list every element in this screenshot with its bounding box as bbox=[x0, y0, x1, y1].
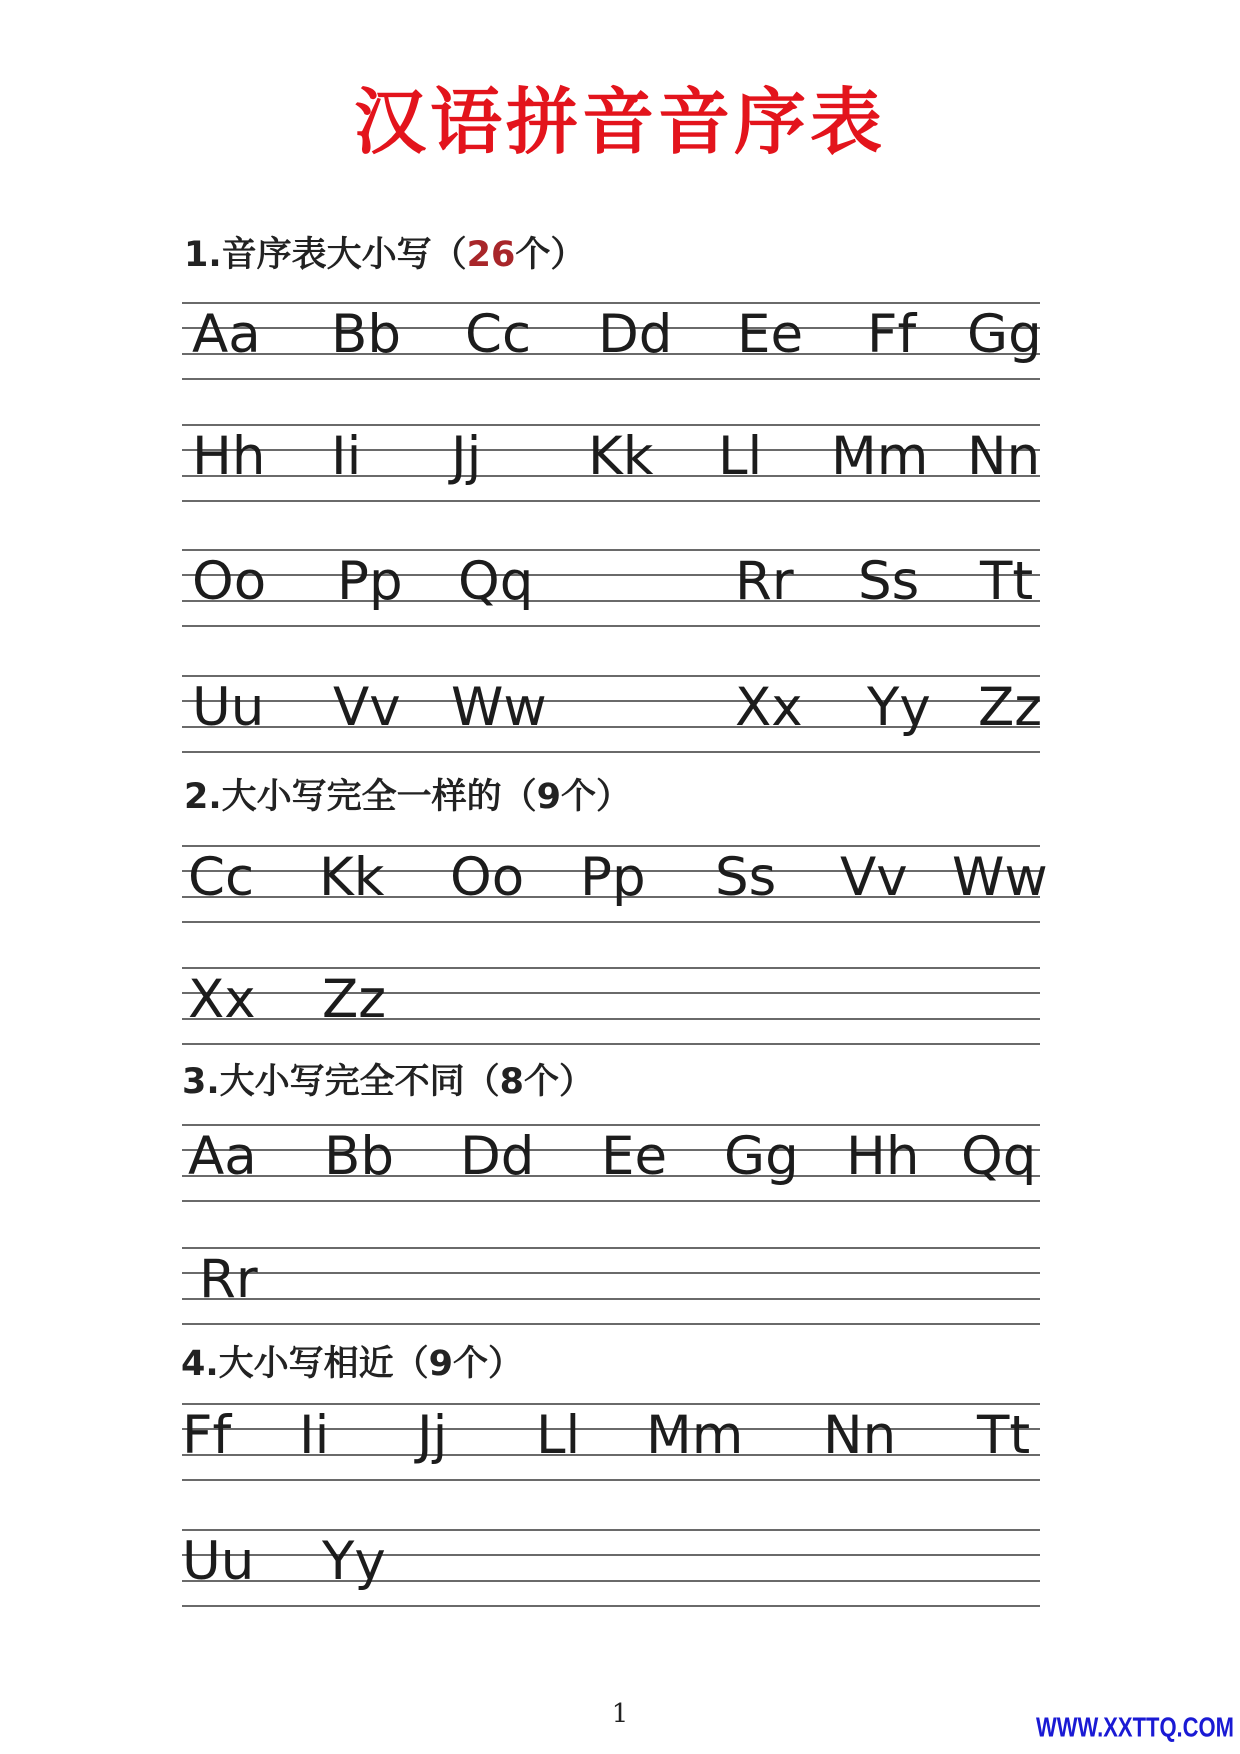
letter-pair: Oo bbox=[192, 551, 267, 612]
letter-pair: Ww bbox=[451, 677, 547, 738]
letter-pair: Xx bbox=[735, 677, 803, 738]
section-count: 9 bbox=[536, 777, 562, 817]
letter-pair: Ll bbox=[718, 426, 763, 487]
letter-pair: Yy bbox=[322, 1531, 386, 1592]
letter-pair: Gg bbox=[967, 304, 1042, 365]
section-heading-3 bbox=[182, 1062, 594, 1102]
letter-pair: Hh bbox=[192, 426, 266, 487]
page-number: 1 bbox=[611, 1699, 629, 1729]
letter-pair: Rr bbox=[735, 551, 794, 612]
letter-pair: Ww bbox=[952, 847, 1048, 908]
letter-pair: Ff bbox=[182, 1405, 232, 1466]
letter-pair: Bb bbox=[331, 304, 402, 365]
page-title: 汉语拼音音序表 bbox=[353, 79, 886, 164]
letter-pair: Cc bbox=[465, 304, 532, 365]
section-label: 3.大小写完全不同（ bbox=[182, 1062, 500, 1102]
letter-pair: Bb bbox=[324, 1126, 395, 1187]
letter-pair: Ll bbox=[536, 1405, 581, 1466]
letter-pair: Cc bbox=[188, 847, 255, 908]
writing-row bbox=[182, 675, 1043, 753]
letter-pair: Nn bbox=[823, 1405, 897, 1466]
letter-pair: Ff bbox=[867, 304, 917, 365]
letter-pair: Xx bbox=[188, 969, 256, 1030]
section-label: 1.音序表大小写（ bbox=[184, 235, 467, 275]
section-count: 9 bbox=[428, 1344, 454, 1384]
section-label-suffix: 个） bbox=[453, 1344, 524, 1384]
letter-pair: Qq bbox=[458, 551, 534, 612]
letter-pair: Yy bbox=[867, 677, 931, 738]
letter-pair: Aa bbox=[188, 1126, 257, 1187]
letter-pair: Ii bbox=[299, 1405, 330, 1466]
letter-pair: Qq bbox=[961, 1126, 1037, 1187]
letter-pair: Vv bbox=[840, 847, 908, 908]
letter-pair: Pp bbox=[580, 847, 646, 908]
letter-pair: Ss bbox=[715, 847, 777, 908]
letter-pair: Vv bbox=[333, 677, 401, 738]
section-count: 26 bbox=[466, 235, 516, 275]
section-label: 4.大小写相近（ bbox=[181, 1344, 429, 1384]
writing-row bbox=[182, 1247, 1040, 1325]
letter-pair: Kk bbox=[319, 847, 385, 908]
section-heading-4 bbox=[181, 1344, 523, 1384]
letter-pair: Kk bbox=[588, 426, 654, 487]
writing-row bbox=[182, 845, 1048, 923]
letter-pair: Tt bbox=[980, 551, 1034, 612]
letter-pair: Dd bbox=[598, 304, 673, 365]
letter-pair: Ii bbox=[331, 426, 362, 487]
section-label-suffix: 个） bbox=[524, 1062, 595, 1102]
section-heading-1 bbox=[184, 235, 585, 275]
letter-pair: Ss bbox=[858, 551, 920, 612]
writing-row bbox=[182, 302, 1040, 380]
letter-pair: Aa bbox=[192, 304, 261, 365]
section-heading-2 bbox=[184, 777, 631, 817]
letter-pair: Mm bbox=[646, 1405, 744, 1466]
section-label-suffix: 个） bbox=[561, 777, 632, 817]
writing-row bbox=[182, 424, 1040, 502]
letter-pair: Ee bbox=[737, 304, 804, 365]
letter-pair: Jj bbox=[451, 426, 482, 487]
section-label: 2.大小写完全一样的（ bbox=[184, 777, 537, 817]
letter-pair: Uu bbox=[182, 1531, 255, 1592]
letter-pair: Gg bbox=[724, 1126, 799, 1187]
letter-pair: Tt bbox=[977, 1405, 1031, 1466]
section-label-suffix: 个） bbox=[515, 235, 586, 275]
writing-row bbox=[182, 1124, 1040, 1202]
letter-pair: Dd bbox=[460, 1126, 535, 1187]
letter-pair: Mm bbox=[831, 426, 929, 487]
writing-row bbox=[182, 1403, 1040, 1481]
letter-pair: Uu bbox=[192, 677, 265, 738]
writing-row bbox=[182, 549, 1040, 627]
letter-pair: Jj bbox=[417, 1405, 448, 1466]
letter-pair: Pp bbox=[337, 551, 403, 612]
letter-pair: Ee bbox=[601, 1126, 668, 1187]
letter-pair: Zz bbox=[978, 677, 1043, 738]
watermark-url: WWW.XXTTQ.COM bbox=[1036, 1711, 1234, 1743]
letter-pair: Zz bbox=[322, 969, 387, 1030]
letter-pair: Oo bbox=[450, 847, 525, 908]
writing-row bbox=[182, 967, 1040, 1045]
letter-pair: Nn bbox=[967, 426, 1041, 487]
section-count: 8 bbox=[499, 1062, 525, 1102]
writing-row bbox=[182, 1529, 1040, 1607]
letter-pair: Hh bbox=[846, 1126, 920, 1187]
letter-pair: Rr bbox=[199, 1249, 258, 1310]
